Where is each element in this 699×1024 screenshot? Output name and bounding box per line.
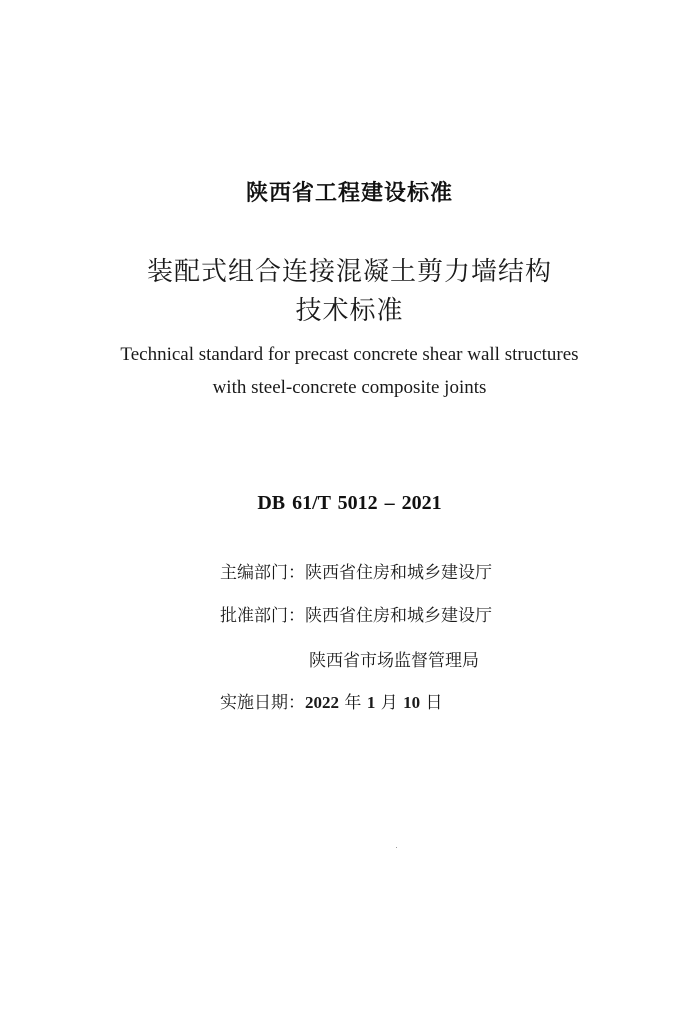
- chinese-title-line-1: 装配式组合连接混凝土剪力墙结构: [146, 257, 552, 287]
- standard-code: DB 61/T 5012 – 2021: [257, 492, 442, 514]
- editor-department-row: [220, 558, 492, 583]
- english-title-line-1: Technical standard for precast concrete shear wall structures: [120, 344, 579, 365]
- approver-department-value-1: 陕西省住房和城乡建设厅: [305, 606, 492, 626]
- approver-department-label: 批准部门：: [220, 606, 305, 626]
- approver-department-value-2: 陕西省市场监督管理局: [309, 651, 479, 671]
- editor-department-value: 陕西省住房和城乡建设厅: [305, 563, 492, 583]
- effective-date-day-unit: 日: [420, 693, 443, 713]
- effective-date-row: [220, 688, 443, 713]
- approver-department-row: [220, 601, 492, 626]
- issuer-header: 陕西省工程建设标准: [245, 181, 453, 206]
- effective-date-label: 实施日期：: [220, 693, 305, 713]
- effective-date-month: 1: [366, 693, 376, 712]
- editor-department-label: 主编部门：: [220, 563, 305, 583]
- effective-date-month-unit: 月: [375, 693, 404, 713]
- effective-date-year: 2022: [305, 693, 339, 712]
- english-title-line-2: with steel-concrete composite joints: [212, 377, 487, 398]
- scan-speck: [396, 847, 397, 848]
- chinese-title-line-2: 技术标准: [295, 296, 404, 326]
- approver-department-row-2: [309, 646, 479, 671]
- effective-date-day: 10: [403, 693, 421, 712]
- effective-date-year-unit: 年: [339, 693, 367, 713]
